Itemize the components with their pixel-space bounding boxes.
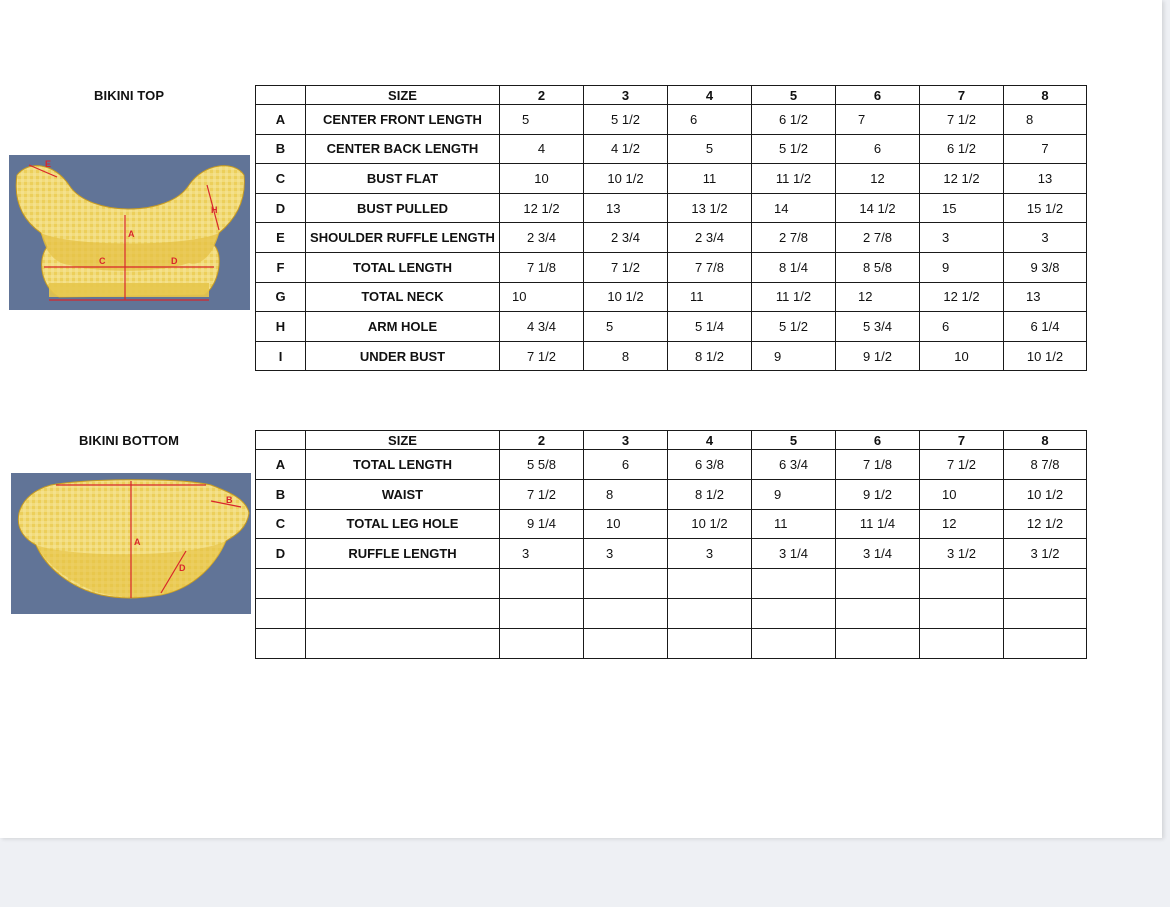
empty-cell	[920, 628, 1004, 658]
measurement-value: 3	[668, 539, 752, 569]
table-row	[256, 223, 1087, 253]
annotation-letter: H	[211, 205, 218, 215]
empty-cell	[1004, 569, 1087, 599]
row-letter: B	[256, 479, 306, 509]
empty-cell	[306, 628, 500, 658]
measurement-value: 3	[584, 539, 668, 569]
measurement-value: 6	[668, 105, 752, 135]
measurement-value: 9 3/8	[1004, 252, 1087, 282]
measurement-label: TOTAL LENGTH	[306, 252, 500, 282]
empty-cell	[256, 598, 306, 628]
table-row	[256, 341, 1087, 371]
header-letter-cell	[256, 431, 306, 450]
measurement-value: 6 1/4	[1004, 312, 1087, 342]
row-letter: A	[256, 105, 306, 135]
empty-cell	[1004, 598, 1087, 628]
measurement-value: 14 1/2	[836, 193, 920, 223]
table-row-empty	[256, 598, 1087, 628]
measurement-value: 11	[752, 509, 836, 539]
size-column-header: 5	[752, 431, 836, 450]
empty-cell	[500, 628, 584, 658]
empty-cell	[836, 569, 920, 599]
annotation-letter: A	[128, 229, 135, 239]
measurement-label: TOTAL LEG HOLE	[306, 509, 500, 539]
measurement-value: 8	[584, 341, 668, 371]
measurement-value: 6 1/2	[920, 134, 1004, 164]
measurement-value: 8 1/2	[668, 479, 752, 509]
size-column-header: 4	[668, 86, 752, 105]
bikini-bottom-table	[255, 430, 1087, 659]
measurement-value: 9	[752, 479, 836, 509]
measurement-value: 9 1/2	[836, 341, 920, 371]
measurement-value: 7 1/8	[500, 252, 584, 282]
measurement-value: 3 1/4	[836, 539, 920, 569]
measurement-label: SHOULDER RUFFLE LENGTH	[306, 223, 500, 253]
measurement-value: 12 1/2	[920, 282, 1004, 312]
measurement-value: 3	[500, 539, 584, 569]
measurement-value: 13	[1004, 282, 1087, 312]
measurement-value: 3	[1004, 223, 1087, 253]
empty-cell	[836, 628, 920, 658]
table-row	[256, 450, 1087, 480]
bikini-top-table	[255, 85, 1087, 371]
measurement-value: 12	[836, 164, 920, 194]
row-letter: A	[256, 450, 306, 480]
measurement-value: 5 1/2	[752, 312, 836, 342]
measurement-value: 13	[1004, 164, 1087, 194]
measurement-label: CENTER FRONT LENGTH	[306, 105, 500, 135]
measurement-label: WAIST	[306, 479, 500, 509]
bikini-bottom-title: BIKINI BOTTOM	[79, 433, 179, 448]
empty-cell	[920, 598, 1004, 628]
size-column-header: 3	[584, 431, 668, 450]
measurement-label: TOTAL NECK	[306, 282, 500, 312]
measurement-value: 11	[668, 282, 752, 312]
measurement-value: 9 1/4	[500, 509, 584, 539]
empty-cell	[1004, 628, 1087, 658]
measurement-value: 5 1/2	[752, 134, 836, 164]
annotation-letter: D	[171, 256, 178, 266]
measurement-value: 6 3/8	[668, 450, 752, 480]
empty-cell	[584, 628, 668, 658]
table-row	[256, 134, 1087, 164]
empty-cell	[752, 569, 836, 599]
measurement-value: 2 3/4	[500, 223, 584, 253]
measurement-label: UNDER BUST	[306, 341, 500, 371]
empty-cell	[306, 569, 500, 599]
annotation-letter: C	[99, 256, 106, 266]
bikini-top-photo	[9, 155, 250, 310]
empty-cell	[584, 598, 668, 628]
measurement-value: 10	[920, 479, 1004, 509]
measurement-value: 5	[584, 312, 668, 342]
measurement-value: 8 7/8	[1004, 450, 1087, 480]
size-column-header: 8	[1004, 86, 1087, 105]
annotation-letter: D	[179, 563, 186, 573]
empty-cell	[836, 598, 920, 628]
size-column-header: 2	[500, 431, 584, 450]
measurement-value: 7 1/2	[500, 341, 584, 371]
measurement-value: 2 7/8	[752, 223, 836, 253]
measurement-value: 13	[584, 193, 668, 223]
measurement-value: 2 7/8	[836, 223, 920, 253]
measurement-value: 5 5/8	[500, 450, 584, 480]
bikini-bottom-photo	[11, 473, 251, 614]
measurement-value: 8	[1004, 105, 1087, 135]
measurement-value: 12	[920, 509, 1004, 539]
size-header: SIZE	[306, 86, 500, 105]
measurement-label: ARM HOLE	[306, 312, 500, 342]
table-row	[256, 252, 1087, 282]
measurement-label: BUST FLAT	[306, 164, 500, 194]
measurement-value: 6	[584, 450, 668, 480]
measurement-value: 7 1/8	[836, 450, 920, 480]
table-header-row	[256, 431, 1087, 450]
measurement-value: 7 1/2	[920, 105, 1004, 135]
measurement-value: 7 7/8	[668, 252, 752, 282]
measurement-value: 7 1/2	[920, 450, 1004, 480]
annotation-letter: E	[45, 159, 52, 169]
measurement-value: 5 3/4	[836, 312, 920, 342]
measurement-value: 4	[500, 134, 584, 164]
table-row	[256, 509, 1087, 539]
row-letter: E	[256, 223, 306, 253]
row-letter: F	[256, 252, 306, 282]
measurement-value: 3 1/2	[1004, 539, 1087, 569]
annotation-letter: B	[226, 495, 233, 505]
table-row	[256, 282, 1087, 312]
size-column-header: 7	[920, 431, 1004, 450]
size-column-header: 8	[1004, 431, 1087, 450]
measurement-value: 11 1/4	[836, 509, 920, 539]
empty-cell	[500, 598, 584, 628]
measurement-value: 3 1/2	[920, 539, 1004, 569]
measurement-value: 6	[836, 134, 920, 164]
measurement-value: 10	[584, 509, 668, 539]
empty-cell	[752, 628, 836, 658]
size-column-header: 6	[836, 431, 920, 450]
row-letter: G	[256, 282, 306, 312]
measurement-value: 10 1/2	[1004, 479, 1087, 509]
measurement-label: BUST PULLED	[306, 193, 500, 223]
bikini-top-title: BIKINI TOP	[94, 88, 165, 103]
measurement-value: 3	[920, 223, 1004, 253]
measurement-value: 11 1/2	[752, 282, 836, 312]
measurement-value: 10 1/2	[584, 164, 668, 194]
measurement-value: 6	[920, 312, 1004, 342]
measurement-value: 10 1/2	[668, 509, 752, 539]
empty-cell	[256, 569, 306, 599]
measurement-value: 7	[1004, 134, 1087, 164]
measurement-value: 8 1/2	[668, 341, 752, 371]
measurement-value: 12	[836, 282, 920, 312]
measurement-value: 3 1/4	[752, 539, 836, 569]
measurement-value: 5 1/4	[668, 312, 752, 342]
measurement-value: 4 3/4	[500, 312, 584, 342]
header-letter-cell	[256, 86, 306, 105]
measurement-value: 10 1/2	[584, 282, 668, 312]
measurement-value: 10 1/2	[1004, 341, 1087, 371]
measurement-value: 6 3/4	[752, 450, 836, 480]
measurement-label: TOTAL LENGTH	[306, 450, 500, 480]
measurement-value: 6 1/2	[752, 105, 836, 135]
measurement-value: 15	[920, 193, 1004, 223]
measurement-value: 9	[920, 252, 1004, 282]
size-header: SIZE	[306, 431, 500, 450]
measurement-value: 11	[668, 164, 752, 194]
size-column-header: 3	[584, 86, 668, 105]
empty-cell	[920, 569, 1004, 599]
table-row	[256, 105, 1087, 135]
row-letter: C	[256, 164, 306, 194]
measurement-value: 10	[500, 164, 584, 194]
measurement-value: 14	[752, 193, 836, 223]
row-letter: B	[256, 134, 306, 164]
measurement-value: 9 1/2	[836, 479, 920, 509]
row-letter: D	[256, 193, 306, 223]
row-letter: I	[256, 341, 306, 371]
table-row-empty	[256, 569, 1087, 599]
measurement-value: 10	[920, 341, 1004, 371]
measurement-value: 2 3/4	[668, 223, 752, 253]
measurement-value: 5 1/2	[584, 105, 668, 135]
size-column-header: 7	[920, 86, 1004, 105]
measurement-value: 8	[584, 479, 668, 509]
measurement-value: 12 1/2	[920, 164, 1004, 194]
table-row	[256, 312, 1087, 342]
empty-cell	[668, 598, 752, 628]
measurement-value: 8 5/8	[836, 252, 920, 282]
empty-cell	[500, 569, 584, 599]
measurement-value: 5	[500, 105, 584, 135]
empty-cell	[306, 598, 500, 628]
measurement-value: 2 3/4	[584, 223, 668, 253]
measurement-label: CENTER BACK LENGTH	[306, 134, 500, 164]
empty-cell	[584, 569, 668, 599]
measurement-value: 10	[500, 282, 584, 312]
measurement-value: 12 1/2	[1004, 509, 1087, 539]
measurement-value: 7 1/2	[500, 479, 584, 509]
annotation-letter: A	[134, 537, 141, 547]
empty-cell	[668, 628, 752, 658]
measurement-label: RUFFLE LENGTH	[306, 539, 500, 569]
row-letter: D	[256, 539, 306, 569]
empty-cell	[752, 598, 836, 628]
measurement-value: 7 1/2	[584, 252, 668, 282]
measurement-value: 4 1/2	[584, 134, 668, 164]
measurement-value: 11 1/2	[752, 164, 836, 194]
size-column-header: 6	[836, 86, 920, 105]
measurement-value: 13 1/2	[668, 193, 752, 223]
measurement-value: 15 1/2	[1004, 193, 1087, 223]
table-row	[256, 164, 1087, 194]
measurement-value: 9	[752, 341, 836, 371]
size-column-header: 4	[668, 431, 752, 450]
table-row	[256, 539, 1087, 569]
size-column-header: 5	[752, 86, 836, 105]
empty-cell	[668, 569, 752, 599]
table-header-row	[256, 86, 1087, 105]
table-row-empty	[256, 628, 1087, 658]
measurement-value: 7	[836, 105, 920, 135]
row-letter: C	[256, 509, 306, 539]
row-letter: H	[256, 312, 306, 342]
table-row	[256, 479, 1087, 509]
measurement-value: 8 1/4	[752, 252, 836, 282]
measurement-value: 12 1/2	[500, 193, 584, 223]
table-row	[256, 193, 1087, 223]
size-column-header: 2	[500, 86, 584, 105]
measurement-value: 5	[668, 134, 752, 164]
empty-cell	[256, 628, 306, 658]
